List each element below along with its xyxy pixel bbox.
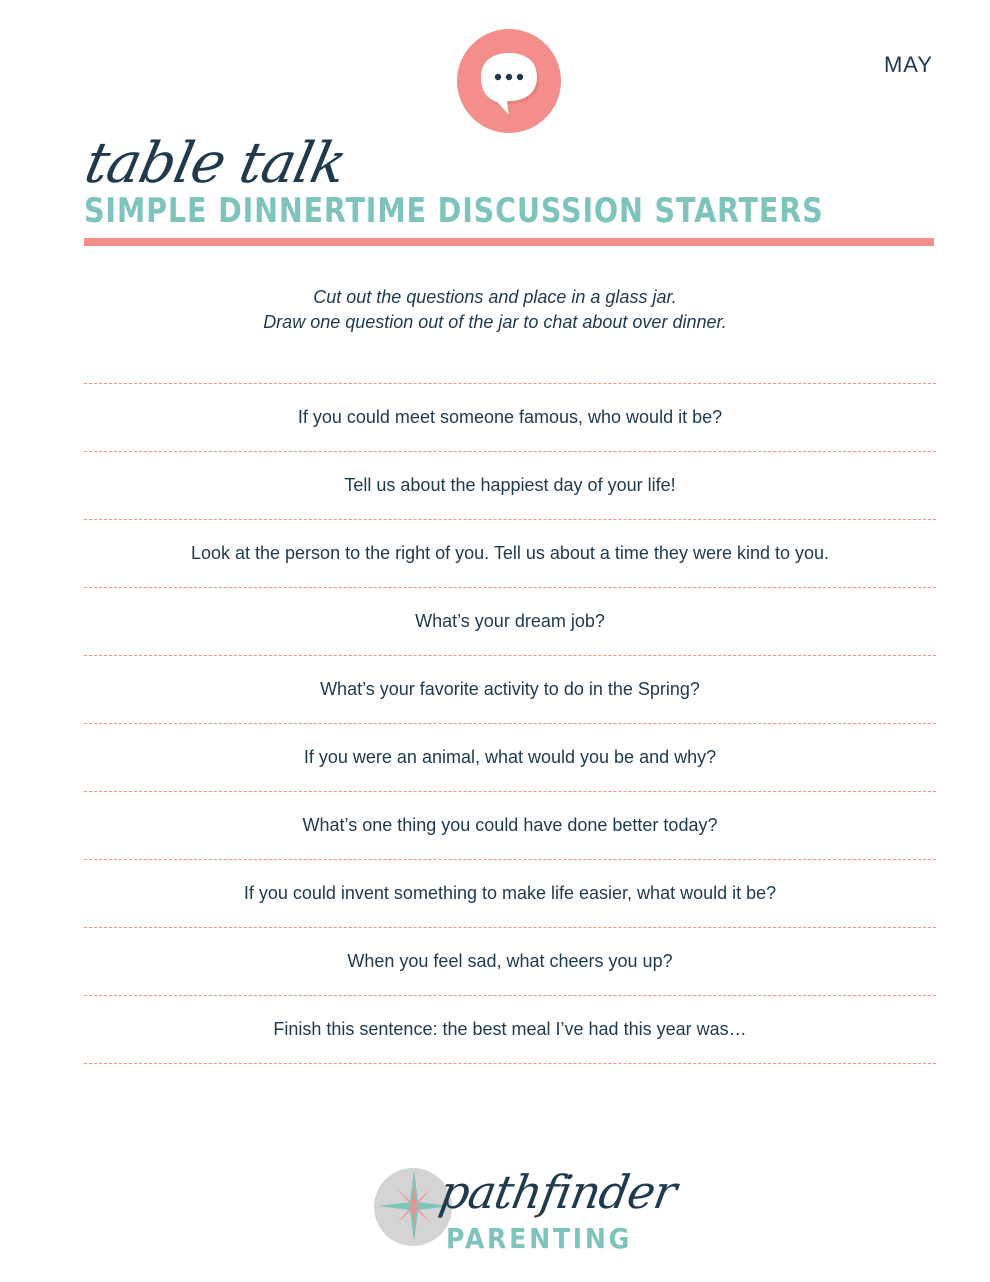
script-title-text: table talk [79, 130, 352, 196]
question-item: Finish this sentence: the best meal I’ve had this year was… [273, 1019, 747, 1039]
logo-script-text: pathfinder [435, 1165, 681, 1219]
logo-script [430, 1160, 681, 1230]
question-item: What’s your favorite activity to do in the Spring? [320, 679, 700, 699]
question-item: If you could invent something to make life easier, what would it be? [243, 883, 777, 903]
question-item: Look at the person to the right of you. Tell us about a time they were kind to you. [190, 543, 830, 563]
question-item: What’s one thing you could have done better today? [302, 815, 718, 835]
question-list [84, 383, 936, 1064]
script-title [79, 118, 352, 198]
title-underline [84, 238, 934, 246]
question-item: Tell us about the happiest day of your life! [344, 475, 676, 495]
question-item: What’s your dream job? [415, 611, 605, 631]
page-title: SIMPLE DINNERTIME DISCUSSION STARTERS [84, 191, 824, 231]
question-item: When you feel sad, what cheers you up? [347, 951, 673, 971]
brand-logo [372, 1160, 681, 1260]
instructions-line-2: Draw one question out of the jar to chat about over dinner. [263, 312, 727, 332]
month-label: MAY [883, 52, 933, 77]
logo-wordmark: PARENTING [446, 1222, 633, 1255]
question-item: If you were an animal, what would you be and why? [303, 747, 717, 767]
instructions-line-1: Cut out the questions and place in a glass jar. [313, 287, 677, 307]
instructions [0, 285, 990, 335]
cut-line [84, 1063, 936, 1064]
question-item: If you could meet someone famous, who would it be? [297, 407, 723, 427]
chat-bubble-icon [457, 29, 561, 133]
